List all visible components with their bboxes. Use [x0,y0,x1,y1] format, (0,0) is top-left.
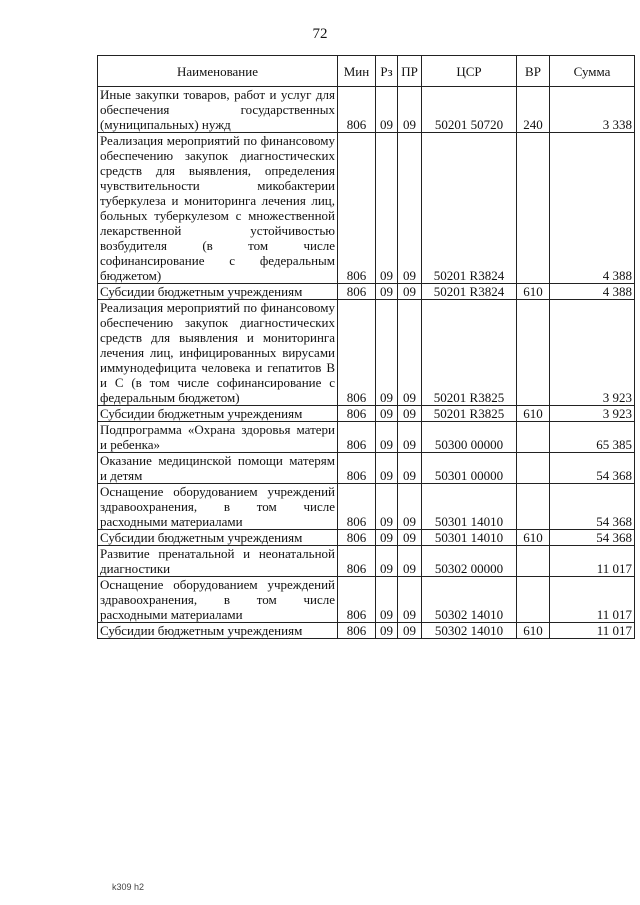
cell-pr: 09 [398,530,422,546]
cell-csr: 50201 R3825 [422,300,517,406]
table-row [98,300,635,406]
cell-vr [517,546,550,577]
cell-vr [517,577,550,623]
cell-name: Оказание медицинской помощи матерям и детям [98,453,338,484]
table-row [98,530,635,546]
cell-sum: 65 385 [550,422,635,453]
table-row [98,87,635,133]
cell-name: Реализация мероприятий по финансовому обеспечению закупок диагностических средств для выявления, определения чувствительности микобактерии туберкулеза и мониторинга лечения лиц, больных туберкулезом с множественной лекарственной устойчивостью возбудителя (в том числе софинансирование с федеральным бюджетом) [98,133,338,284]
column-header-name: Наименование [98,56,338,87]
cell-rz: 09 [376,530,398,546]
cell-pr: 09 [398,300,422,406]
cell-vr [517,300,550,406]
cell-rz: 09 [376,623,398,639]
cell-name: Развитие пренатальной и неонатальной диагностики [98,546,338,577]
cell-sum: 54 368 [550,530,635,546]
table-row [98,284,635,300]
table-row [98,577,635,623]
cell-csr: 50302 14010 [422,577,517,623]
cell-rz: 09 [376,546,398,577]
cell-pr: 09 [398,623,422,639]
cell-name: Оснащение оборудованием учреждений здравоохранения, в том числе расходными материалами [98,577,338,623]
cell-sum: 54 368 [550,484,635,530]
table-header-row [98,56,635,87]
cell-rz: 09 [376,422,398,453]
cell-csr: 50302 14010 [422,623,517,639]
cell-csr: 50201 R3824 [422,133,517,284]
cell-min: 806 [338,484,376,530]
cell-sum: 11 017 [550,546,635,577]
column-header-vr: ВР [517,56,550,87]
cell-min: 806 [338,284,376,300]
cell-csr: 50300 00000 [422,422,517,453]
table-row [98,406,635,422]
cell-name: Субсидии бюджетным учреждениям [98,623,338,639]
cell-name: Подпрограмма «Охрана здоровья матери и ребенка» [98,422,338,453]
table-row [98,546,635,577]
column-header-min: Мин [338,56,376,87]
cell-pr: 09 [398,87,422,133]
cell-vr [517,453,550,484]
page-number: 72 [312,26,328,42]
cell-vr: 610 [517,623,550,639]
table-row [98,133,635,284]
cell-pr: 09 [398,577,422,623]
cell-pr: 09 [398,422,422,453]
cell-sum: 3 923 [550,406,635,422]
cell-min: 806 [338,577,376,623]
cell-rz: 09 [376,300,398,406]
cell-sum: 54 368 [550,453,635,484]
cell-vr [517,422,550,453]
cell-csr: 50301 00000 [422,453,517,484]
cell-min: 806 [338,623,376,639]
cell-pr: 09 [398,406,422,422]
cell-sum: 4 388 [550,133,635,284]
table-row [98,623,635,639]
cell-name: Оснащение оборудованием учреждений здравоохранения, в том числе расходными материалами [98,484,338,530]
column-header-sum: Сумма [550,56,635,87]
cell-csr: 50301 14010 [422,530,517,546]
cell-csr: 50201 50720 [422,87,517,133]
cell-rz: 09 [376,133,398,284]
cell-vr [517,484,550,530]
cell-pr: 09 [398,284,422,300]
cell-min: 806 [338,530,376,546]
table-row [98,484,635,530]
table-body [98,87,635,639]
budget-table [97,55,635,639]
column-header-rz: Рз [376,56,398,87]
cell-rz: 09 [376,284,398,300]
cell-name: Субсидии бюджетным учреждениям [98,530,338,546]
cell-sum: 3 338 [550,87,635,133]
cell-min: 806 [338,406,376,422]
cell-name: Иные закупки товаров, работ и услуг для обеспечения государственных (муниципальных) нужд [98,87,338,133]
cell-vr: 240 [517,87,550,133]
cell-sum: 3 923 [550,300,635,406]
cell-min: 806 [338,422,376,453]
cell-csr: 50302 00000 [422,546,517,577]
cell-pr: 09 [398,133,422,284]
column-header-pr: ПР [398,56,422,87]
table-row [98,422,635,453]
cell-min: 806 [338,300,376,406]
cell-name: Субсидии бюджетным учреждениям [98,284,338,300]
cell-min: 806 [338,87,376,133]
cell-pr: 09 [398,453,422,484]
cell-vr: 610 [517,530,550,546]
cell-name: Субсидии бюджетным учреждениям [98,406,338,422]
cell-min: 806 [338,453,376,484]
cell-rz: 09 [376,453,398,484]
cell-rz: 09 [376,406,398,422]
cell-min: 806 [338,546,376,577]
cell-rz: 09 [376,484,398,530]
cell-sum: 11 017 [550,577,635,623]
cell-pr: 09 [398,546,422,577]
cell-vr: 610 [517,284,550,300]
cell-pr: 09 [398,484,422,530]
cell-min: 806 [338,133,376,284]
cell-rz: 09 [376,577,398,623]
cell-vr: 610 [517,406,550,422]
footer-code: k309 h2 [112,882,145,892]
cell-rz: 09 [376,87,398,133]
cell-vr [517,133,550,284]
cell-csr: 50301 14010 [422,484,517,530]
cell-sum: 11 017 [550,623,635,639]
column-header-csr: ЦСР [422,56,517,87]
cell-csr: 50201 R3824 [422,284,517,300]
cell-name: Реализация мероприятий по финансовому обеспечению закупок диагностических средств для выявления и мониторинга лечения лиц, инфицированных вирусами иммунодефицита человека и гепатитов В и С (в том числе софинансирование с федеральным бюджетом) [98,300,338,406]
table-row [98,453,635,484]
cell-csr: 50201 R3825 [422,406,517,422]
cell-sum: 4 388 [550,284,635,300]
